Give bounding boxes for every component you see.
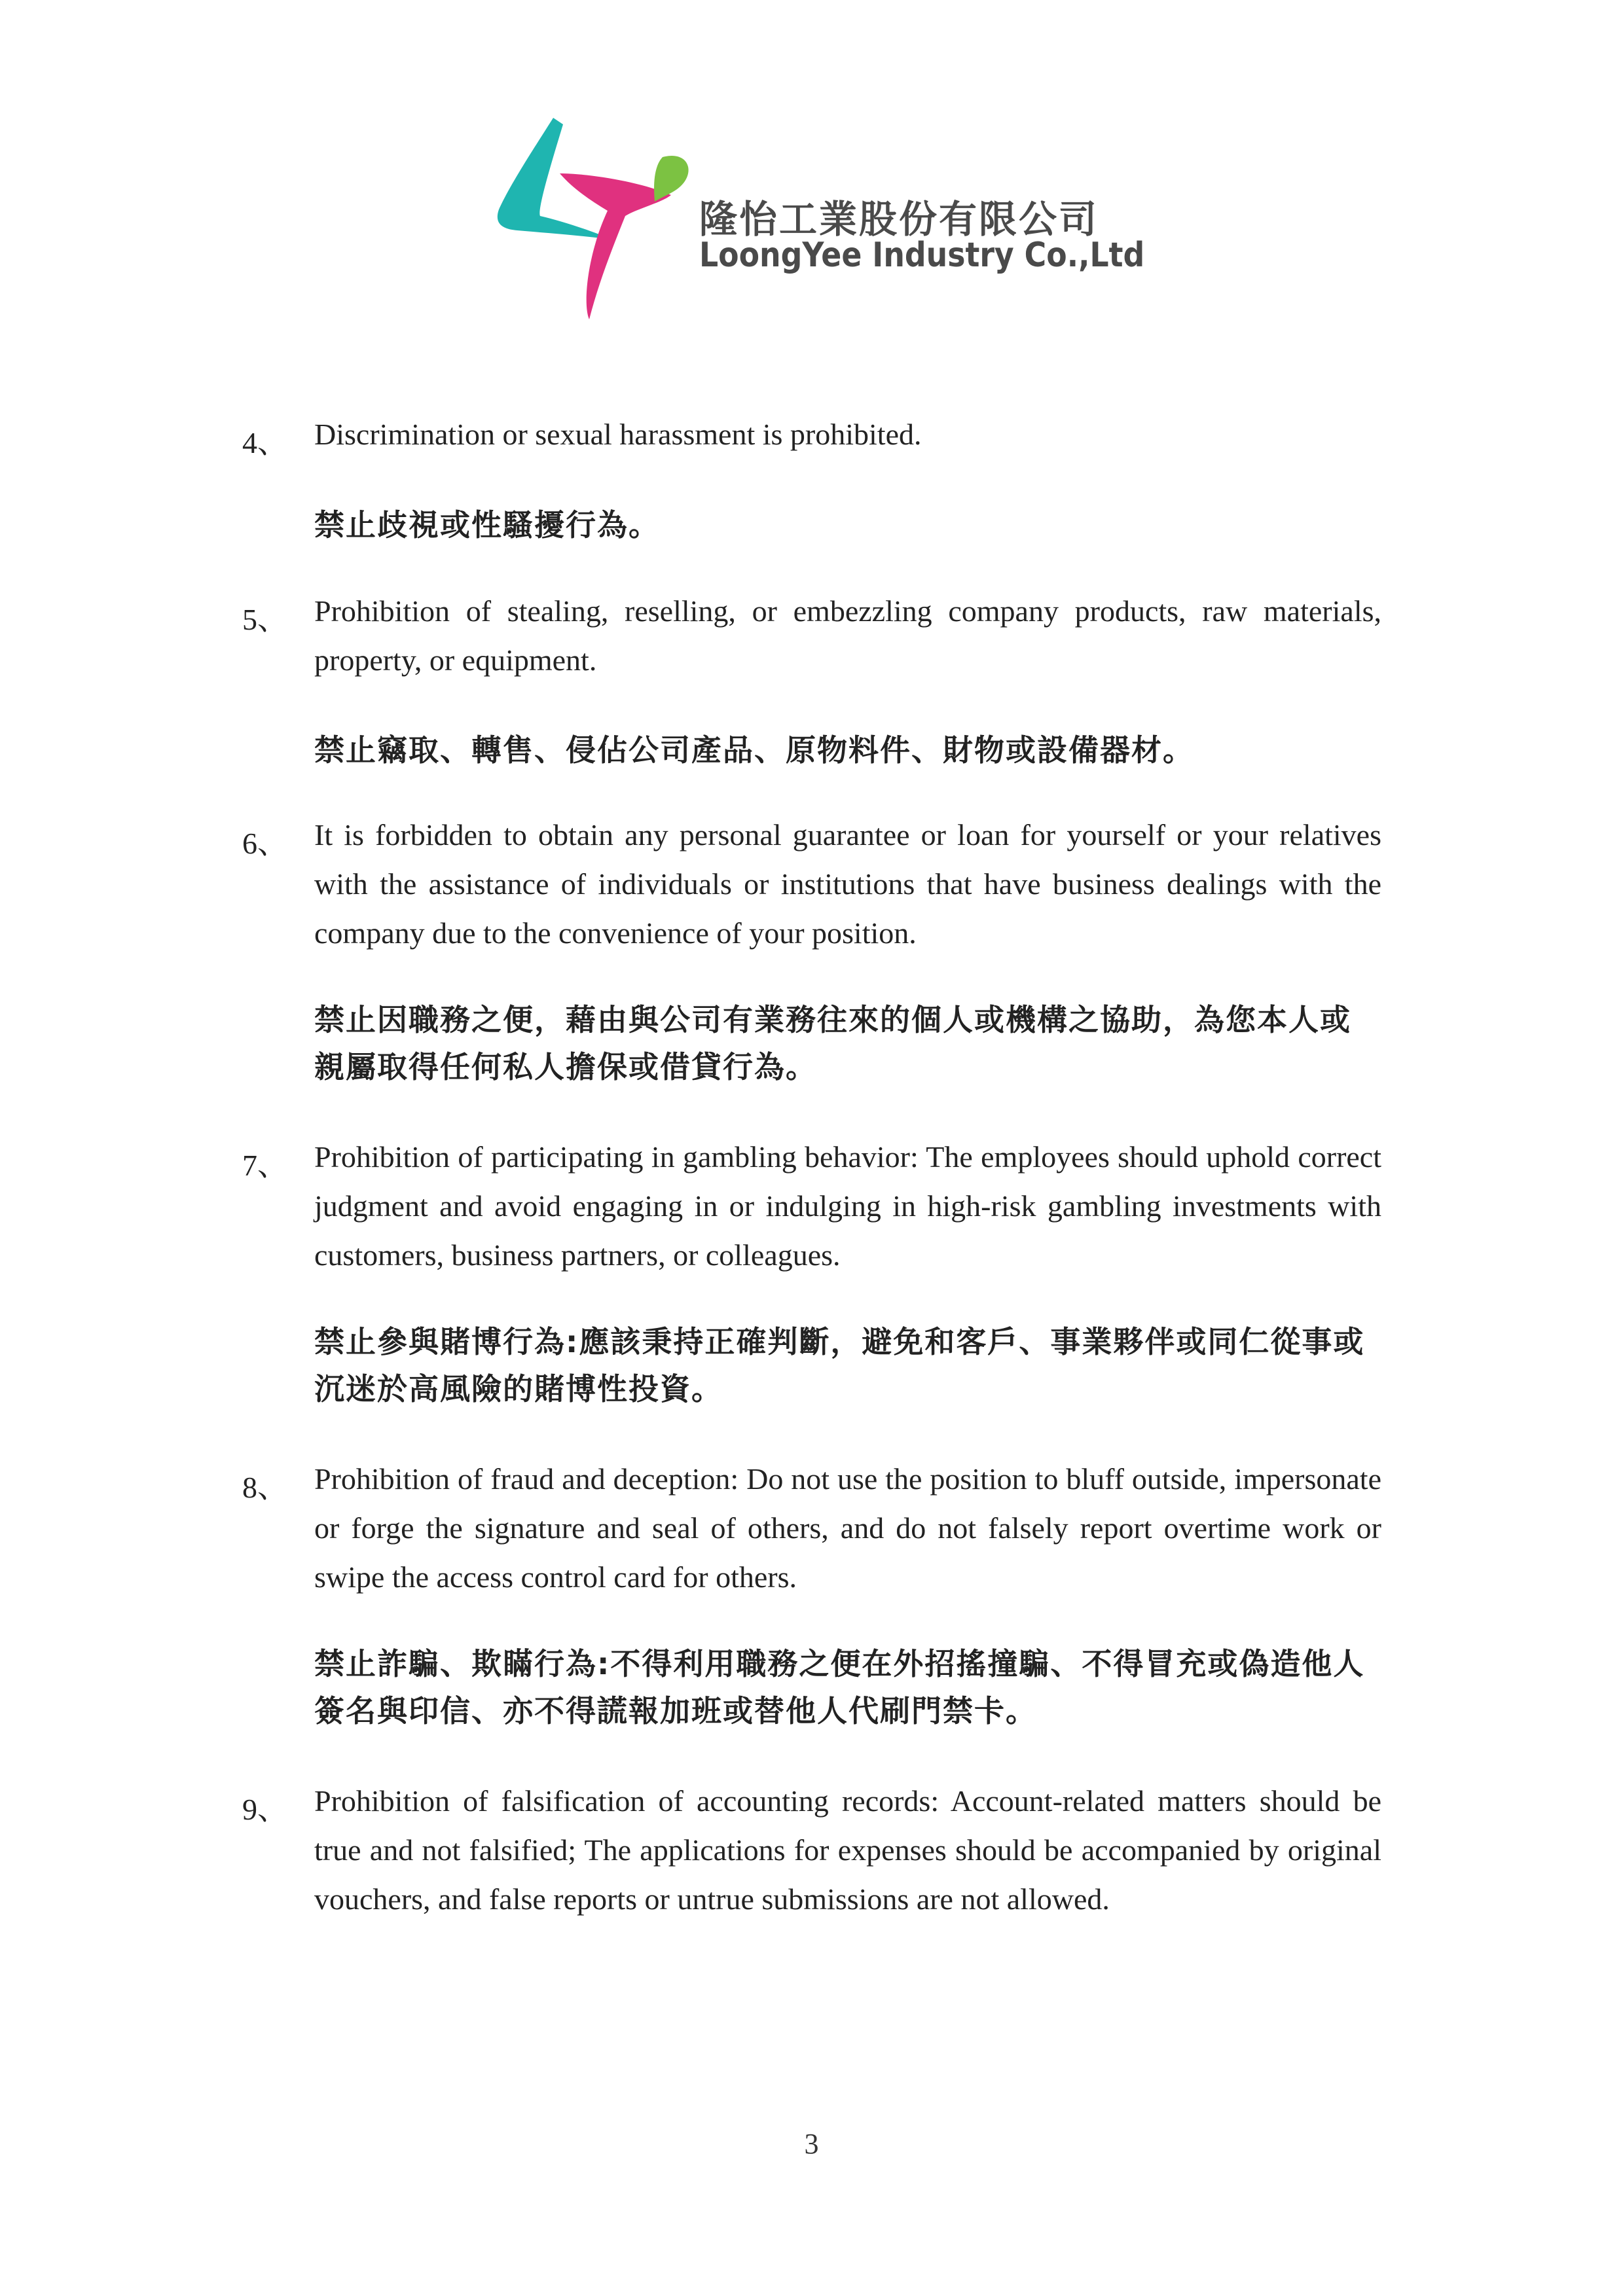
clause-text-en: It is forbidden to obtain any personal guarantee or loan for yourself or your relatives with the assistance of individuals or institutions that have business dealings with the company due to the convenience of your position.	[314, 818, 1381, 950]
logo-mark-icon	[491, 111, 701, 327]
clause-text-cn: 禁止參與賭博行為:應該秉持正確判斷，避免和客戶、事業夥伴或同仁從事或沉迷於高風險的賭博性投資。	[314, 1324, 1365, 1407]
clause-number: 8、	[242, 1471, 287, 1504]
clause-text-cn: 禁止竊取、轉售、侵佔公司產品、原物料件、財物或設備器材。	[314, 732, 1194, 768]
clause-number: 6、	[242, 827, 287, 860]
clause-text-cn: 禁止歧視或性騷擾行為。	[314, 507, 660, 543]
clause-text-cn: 禁止因職務之便，藉由與公司有業務往來的個人或機構之協助，為您本人或親屬取得任何私人擔保或借貸行為。	[314, 1002, 1351, 1085]
company-name-cn: 隆怡工業股份有限公司	[699, 197, 1099, 242]
clause-text-en: Prohibition of stealing, reselling, or embezzling company products, raw materials, property, or equipment.	[314, 594, 1381, 677]
clause-number: 9、	[242, 1793, 287, 1826]
clause-text-en: Prohibition of participating in gambling behavior: The employees should uphold correct judgment and avoid engaging in or indulging in high-risk gambling investments with customers, business partners, or colleagues.	[314, 1140, 1381, 1272]
clause-number: 7、	[242, 1149, 287, 1182]
clause-number: 5、	[242, 603, 287, 636]
clause-text-en: Prohibition of fraud and deception: Do not use the position to bluff outside, impersonate or forge the signature and seal of others, and do not falsely report overtime work or swipe the access control card for others.	[314, 1462, 1381, 1594]
clause-text-cn: 禁止詐騙、欺瞞行為:不得利用職務之便在外招搖撞騙、不得冒充或偽造他人簽名與印信、亦不得謊報加班或替他人代刷門禁卡。	[314, 1646, 1365, 1729]
page-number: 3	[804, 2128, 819, 2160]
company-name-en: LoongYee Industry Co.,Ltd	[699, 236, 1145, 275]
clause-text-en: Discrimination or sexual harassment is prohibited.	[314, 418, 922, 451]
company-logo	[491, 111, 1146, 327]
clause-text-en: Prohibition of falsification of accounting records: Account-related matters should be true and not falsified; The applications for expenses should be accompanied by original vouchers, and false reports or untrue submissions are not allowed.	[314, 1784, 1381, 1916]
clause-number: 4、	[242, 426, 287, 459]
